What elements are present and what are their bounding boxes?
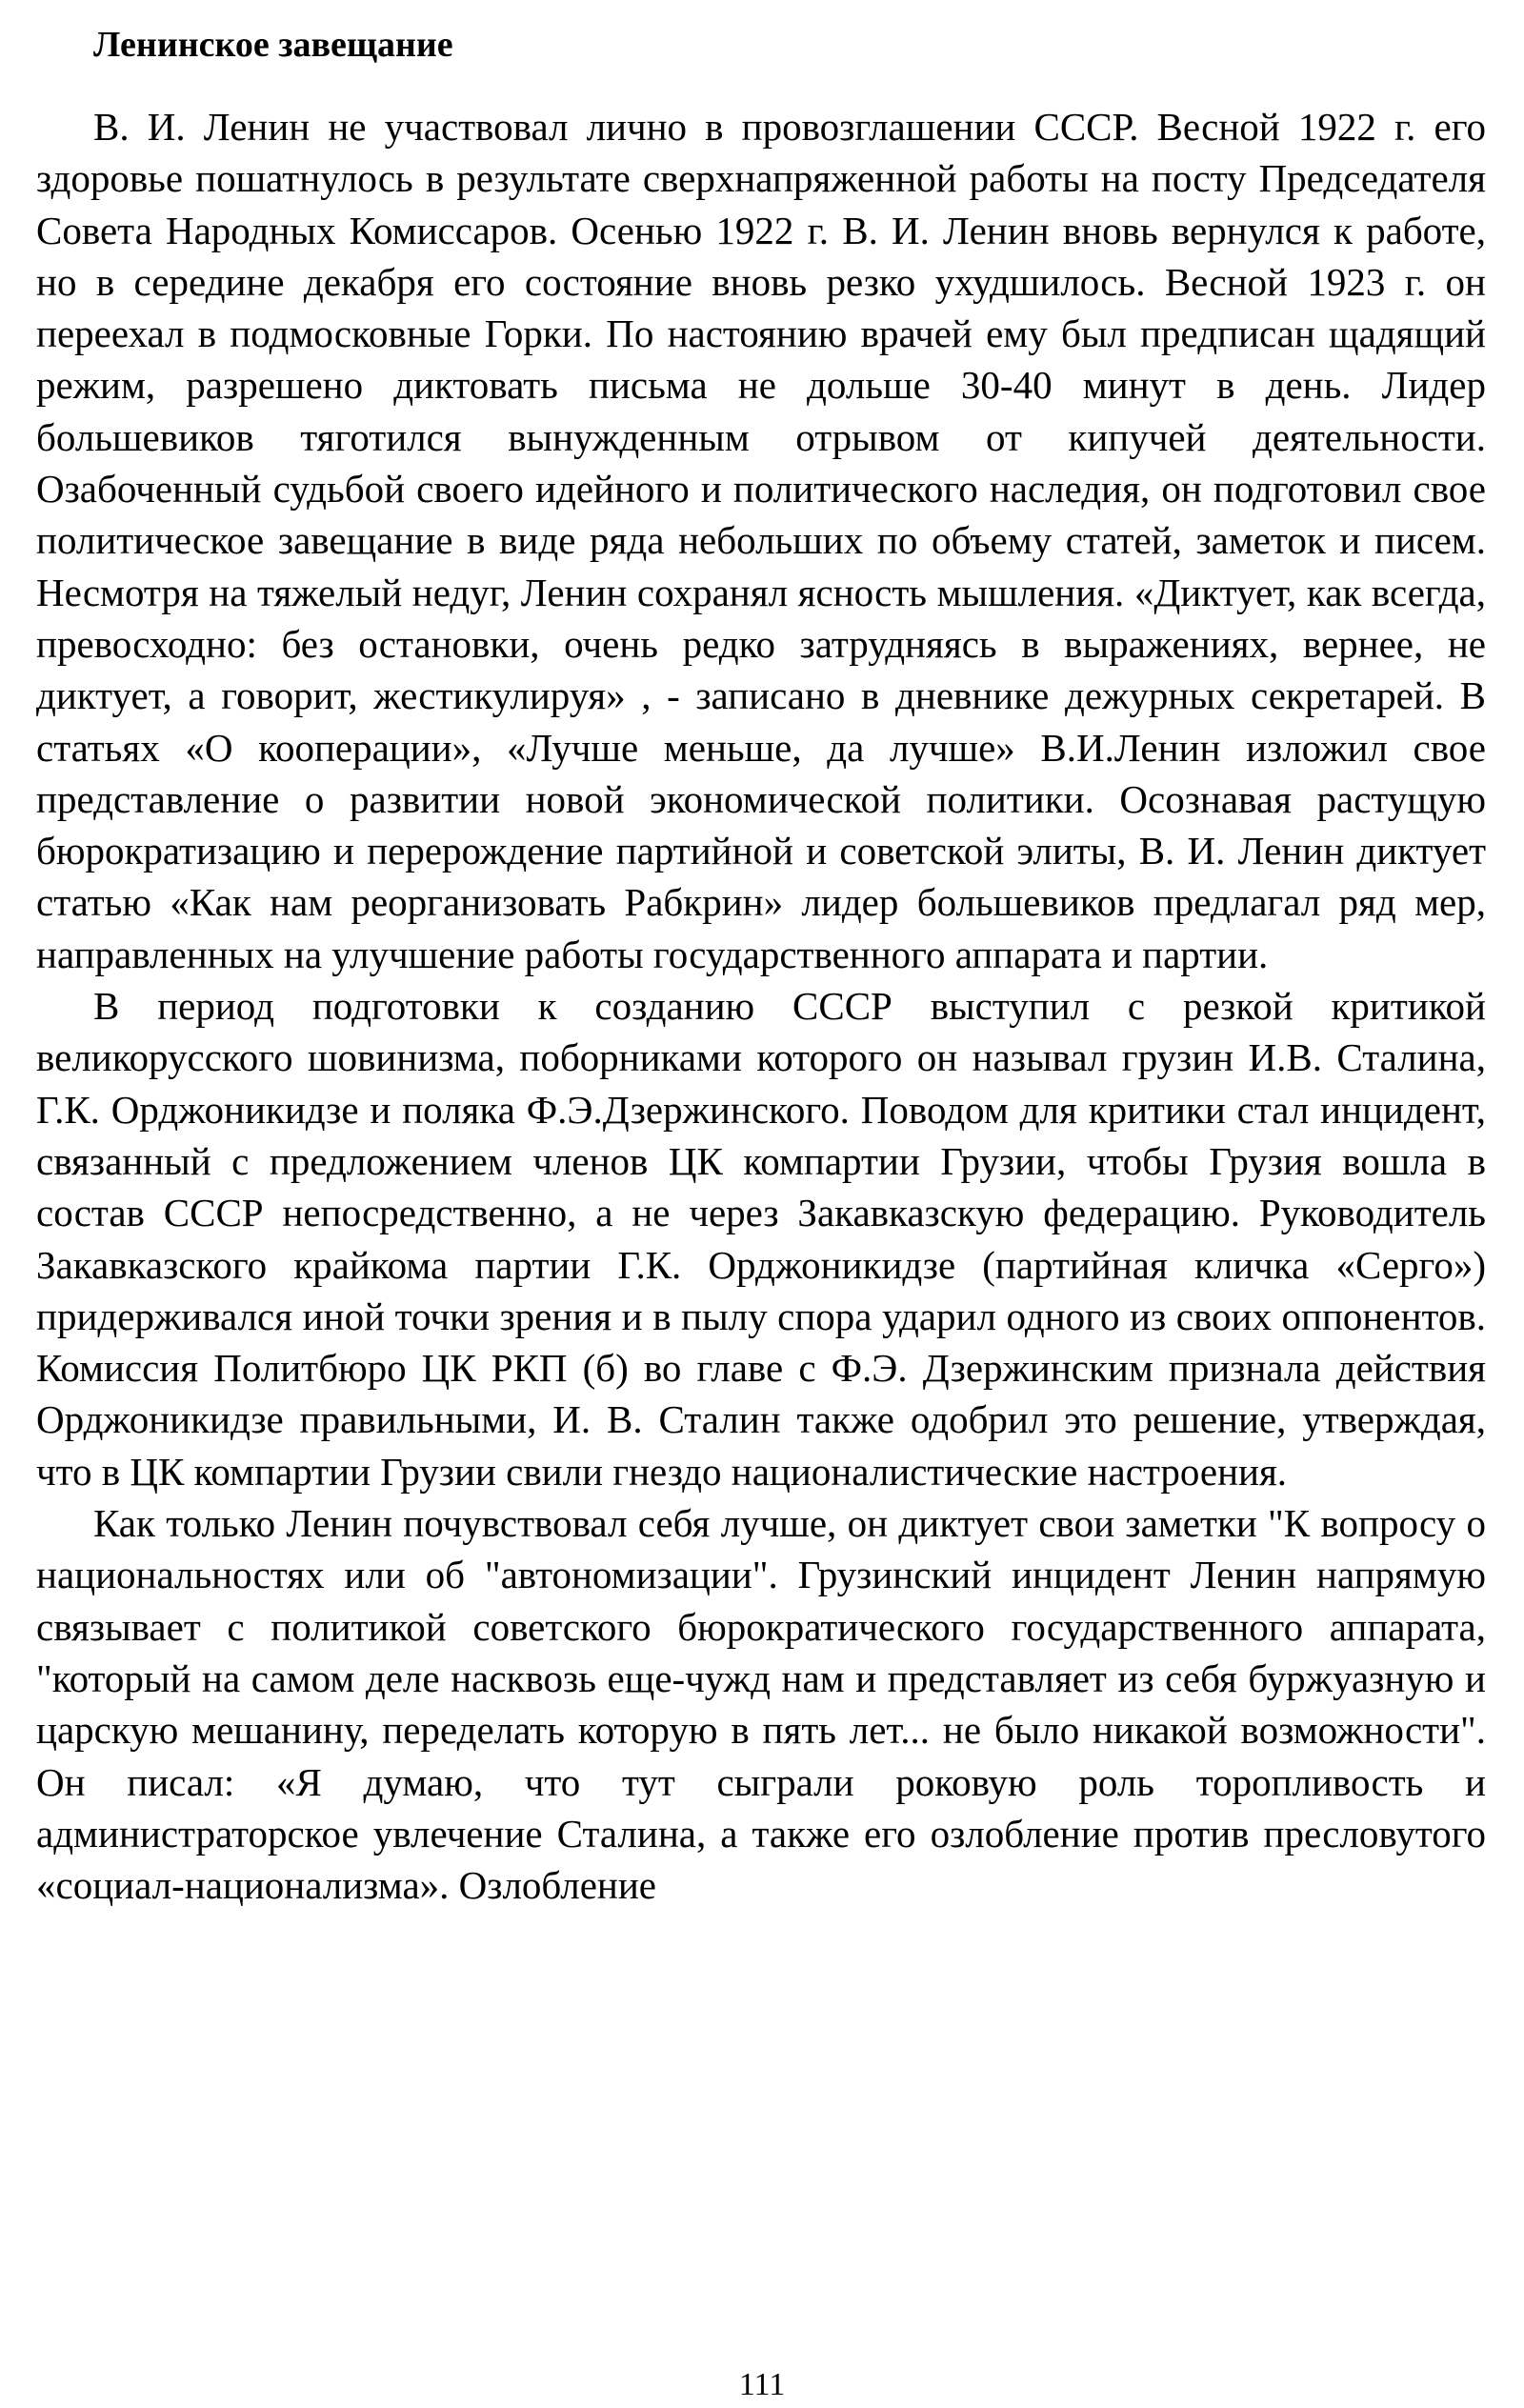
paragraph-2: В период подготовки к созданию СССР выступил с резкой критикой великорусского шовинизма, поборниками которого он называл грузин И.В. Сталина, Г.К. Орджоникидзе и поляка Ф.Э.Дзержинского. Поводом для критики стал инцидент, связанный с предложением членов ЦК компартии Грузии, чтобы Грузия вошла в состав СССР непосредственно, а не через Закавказскую федерацию. Руководитель Закавказского крайкома партии Г.К. Орджоникидзе (партийная кличка «Серго») придерживался иной точки зрения и в пылу спора ударил одного из своих оппонентов. Комиссия Политбюро ЦК РКП (б) во главе с Ф.Э. Дзержинским признала действия Орджоникидзе правильными, И. В. Сталин также одобрил это решение, утверждая, что в ЦК компартии Грузии свили гнездо националистические настроения.	[36, 984, 1486, 1494]
section-heading: Ленинское завещание	[93, 25, 453, 65]
document-page	[36, 21, 1486, 1911]
paragraph-1: В. И. Ленин не участвовал лично в провозглашении СССР. Весной 1922 г. его здоровье пошатнулось в результате сверхнапряженной работы на посту Председателя Совета Народных Комиссаров. Осенью 1922 г. В. И. Ленин вновь вернулся к работе, но в середине декабря его состояние вновь резко ухудшилось. Весной 1923 г. он переехал в подмосковные Горки. По настоянию врачей ему был предписан щадящий режим, разрешено диктовать письма не дольше 30-40 минут в день. Лидер большевиков тяготился вынужденным отрывом от кипучей деятельности. Озабоченный судьбой своего идейного и политического наследия, он подготовил свое политическое завещание в виде ряда небольших по объему статей, заметок и писем. Несмотря на тяжелый недуг, Ленин сохранял ясность мышления. «Диктует, как всегда, превосходно: без остановки, очень редко затрудняясь в выражениях, вернее, не диктует, а говорит, жестикулируя» , - записано в дневнике дежурных секретарей. В статьях «О кооперации», «Лучше меньше, да лучше» В.И.Ленин изложил свое представление о развитии новой экономической политики. Осознавая растущую бюрократизацию и перерождение партийной и советской элиты, В. И. Ленин диктует статью «Как нам реорганизовать Рабкрин» лидер большевиков предлагал ряд мер, направленных на улучшение работы государственного аппарата и партии.	[36, 105, 1486, 976]
page-number: 111	[738, 2367, 786, 2402]
paragraph-3: Как только Ленин почувствовал себя лучше, он диктует свои заметки "К вопросу о национальностях или об "автономизации". Грузинский инцидент Ленин напрямую связывает с политикой советского бюрократического государственного аппарата, "который на самом деле насквозь еще-чужд нам и представляет из себя буржуазную и царскую мешанину, переделать которую в пять лет... не было никакой возможности". Он писал: «Я думаю, что тут сыграли роковую роль торопливость и администраторское увлечение Сталина, а также его озлобление против пресловутого «социал-национализма». Озлобление	[36, 1501, 1486, 1908]
